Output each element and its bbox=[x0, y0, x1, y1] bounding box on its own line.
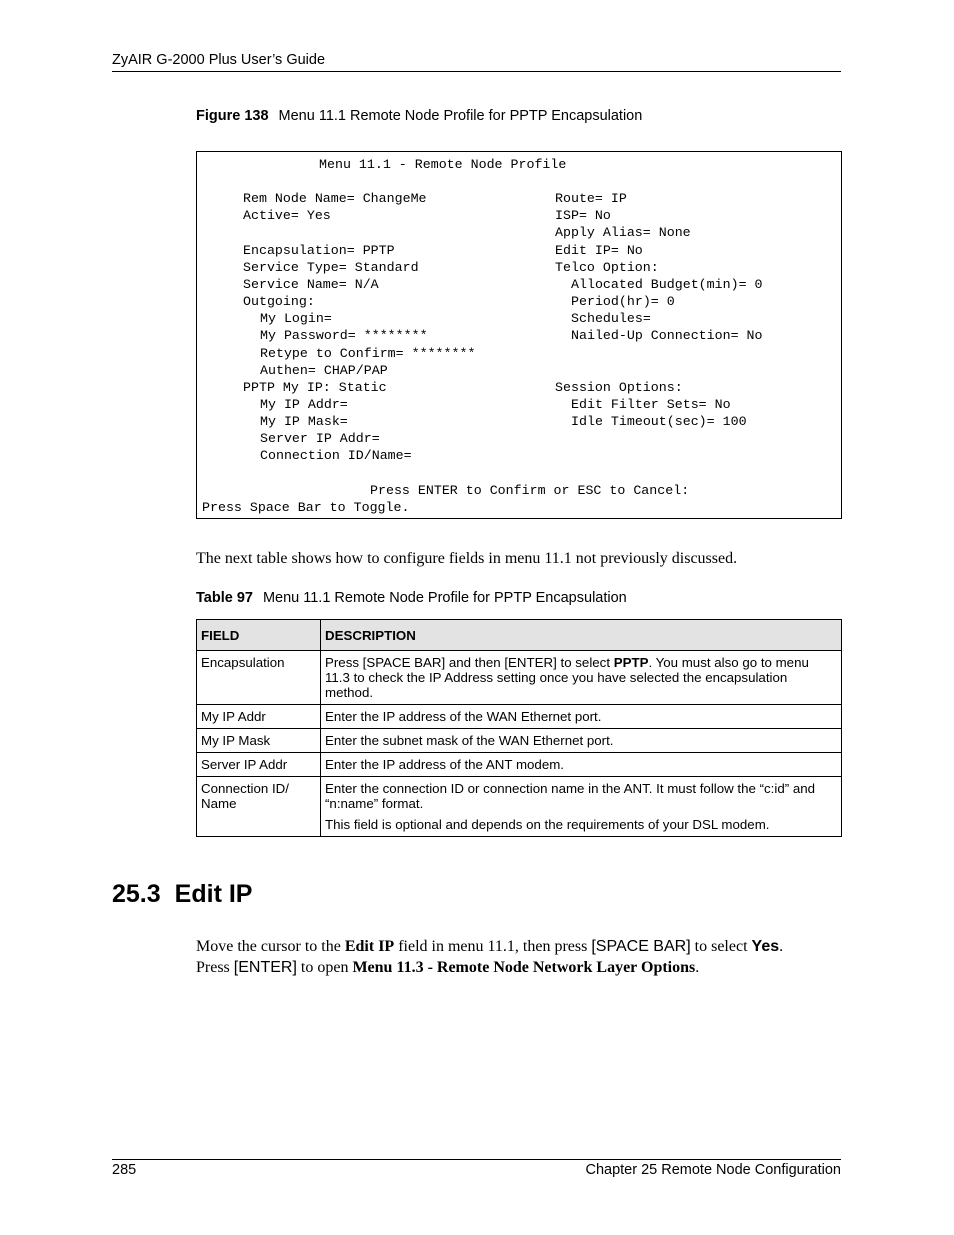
terminal-left-line: My Password= ******** bbox=[260, 328, 428, 343]
terminal-left-line: My Login= bbox=[260, 311, 332, 326]
terminal-left-line: Rem Node Name= ChangeMe bbox=[243, 191, 427, 206]
terminal-right-line: Route= IP bbox=[555, 191, 627, 206]
terminal-left-line: Authen= CHAP/PAP bbox=[260, 363, 388, 378]
column-header-field: FIELD bbox=[197, 620, 321, 651]
field-cell: My IP Addr bbox=[197, 705, 321, 729]
terminal-right-line: Edit Filter Sets= No bbox=[571, 397, 731, 412]
terminal-left-line: Server IP Addr= bbox=[260, 431, 380, 446]
section-title: Edit IP bbox=[174, 880, 253, 908]
text-run: to open bbox=[296, 959, 353, 976]
terminal-left-line: My IP Mask= bbox=[260, 414, 348, 429]
text-run: . bbox=[779, 938, 784, 955]
description-bold: PPTP bbox=[613, 655, 649, 670]
description-text: “n:name” format. bbox=[325, 796, 424, 811]
section-number: 25.3 bbox=[112, 880, 161, 908]
terminal-title: Menu 11.1 - Remote Node Profile bbox=[319, 157, 567, 172]
bold-run: Edit IP bbox=[344, 938, 395, 955]
bold-run: Menu 11.3 - Remote Node Network Layer Options bbox=[352, 959, 696, 976]
terminal-left-line: Outgoing: bbox=[243, 294, 315, 309]
field-cell: Encapsulation bbox=[197, 651, 321, 705]
field-text: Connection ID/ bbox=[201, 781, 289, 796]
figure-caption-text: Menu 11.1 Remote Node Profile for PPTP Encapsulation bbox=[278, 108, 643, 124]
terminal-right-line: Session Options: bbox=[555, 380, 683, 395]
running-header: ZyAIR G-2000 Plus User’s Guide bbox=[112, 52, 326, 68]
footer-rule bbox=[112, 1159, 841, 1160]
header-rule bbox=[112, 71, 841, 72]
column-header-description: DESCRIPTION bbox=[321, 620, 842, 651]
description-cell: Enter the subnet mask of the WAN Ethernet port. bbox=[321, 729, 842, 753]
terminal-right-line: Period(hr)= 0 bbox=[571, 294, 675, 309]
field-cell: Server IP Addr bbox=[197, 753, 321, 777]
field-cell bbox=[197, 777, 321, 837]
terminal-left-line: Connection ID/Name= bbox=[260, 448, 412, 463]
terminal-left-line: Service Type= Standard bbox=[243, 260, 419, 275]
section-heading bbox=[112, 880, 252, 909]
table-row bbox=[197, 753, 842, 777]
description-note: This field is optional and depends on the requirements of your DSL modem. bbox=[325, 817, 770, 832]
description-text: . You must also go to menu bbox=[648, 655, 809, 670]
section-paragraph-line-1 bbox=[196, 936, 783, 957]
terminal-left-line: PPTP My IP: Static bbox=[243, 380, 387, 395]
figure-label: Figure 138 bbox=[196, 108, 269, 124]
table-row bbox=[197, 705, 842, 729]
description-cell bbox=[321, 777, 842, 837]
text-run: to select bbox=[690, 938, 752, 955]
field-cell: My IP Mask bbox=[197, 729, 321, 753]
section-paragraph-line-2 bbox=[196, 957, 699, 978]
table-caption-text: Menu 11.1 Remote Node Profile for PPTP Encapsulation bbox=[262, 590, 627, 606]
table-row bbox=[197, 777, 842, 837]
terminal-screen bbox=[196, 151, 842, 519]
text-run: field in menu 11.1, then press bbox=[394, 938, 592, 955]
terminal-right-line: Apply Alias= None bbox=[555, 225, 691, 240]
bold-run: Yes bbox=[751, 938, 780, 955]
table-caption bbox=[196, 590, 627, 606]
terminal-left-line: Service Name= N/A bbox=[243, 277, 379, 292]
chapter-title: Chapter 25 Remote Node Configuration bbox=[585, 1162, 841, 1178]
terminal-toggle-hint: Press Space Bar to Toggle. bbox=[202, 500, 410, 515]
description-cell: Enter the IP address of the WAN Ethernet port. bbox=[321, 705, 842, 729]
terminal-right-line: ISP= No bbox=[555, 208, 611, 223]
terminal-right-line: Nailed-Up Connection= No bbox=[571, 328, 763, 343]
description-text: Enter the connection ID or connection name in the ANT. It must follow the “c:id” and bbox=[325, 781, 816, 796]
description-text: method. bbox=[325, 685, 374, 700]
text-run: . bbox=[695, 959, 700, 976]
terminal-left-line: Active= Yes bbox=[243, 208, 331, 223]
key-run: [ENTER] bbox=[233, 959, 297, 976]
terminal-prompt: Press ENTER to Confirm or ESC to Cancel: bbox=[370, 483, 690, 498]
field-text: Name bbox=[201, 796, 237, 811]
figure-caption bbox=[196, 108, 642, 124]
text-run: Press bbox=[196, 959, 234, 976]
table-label: Table 97 bbox=[196, 590, 253, 606]
intro-paragraph: The next table shows how to configure fields in menu 11.1 not previously discussed. bbox=[196, 550, 738, 567]
terminal-left-line: Retype to Confirm= ******** bbox=[260, 346, 476, 361]
description-cell bbox=[321, 651, 842, 705]
field-description-table bbox=[196, 619, 842, 837]
terminal-left-line: Encapsulation= PPTP bbox=[243, 243, 395, 258]
description-text: 11.3 to check the IP Address setting once you have selected the encapsulation bbox=[325, 670, 788, 685]
terminal-right-line: Allocated Budget(min)= 0 bbox=[571, 277, 763, 292]
description-cell: Enter the IP address of the ANT modem. bbox=[321, 753, 842, 777]
table-row bbox=[197, 651, 842, 705]
terminal-right-line: Edit IP= No bbox=[555, 243, 643, 258]
description-text: Press [SPACE BAR] and then [ENTER] to select bbox=[325, 655, 614, 670]
text-run: Move the cursor to the bbox=[196, 938, 345, 955]
table-header-row bbox=[197, 620, 842, 651]
page-number: 285 bbox=[112, 1162, 137, 1178]
table-row bbox=[197, 729, 842, 753]
key-run: [SPACE BAR] bbox=[591, 938, 691, 955]
terminal-right-line: Idle Timeout(sec)= 100 bbox=[571, 414, 747, 429]
terminal-right-line: Telco Option: bbox=[555, 260, 659, 275]
terminal-left-line: My IP Addr= bbox=[260, 397, 348, 412]
terminal-right-line: Schedules= bbox=[571, 311, 651, 326]
